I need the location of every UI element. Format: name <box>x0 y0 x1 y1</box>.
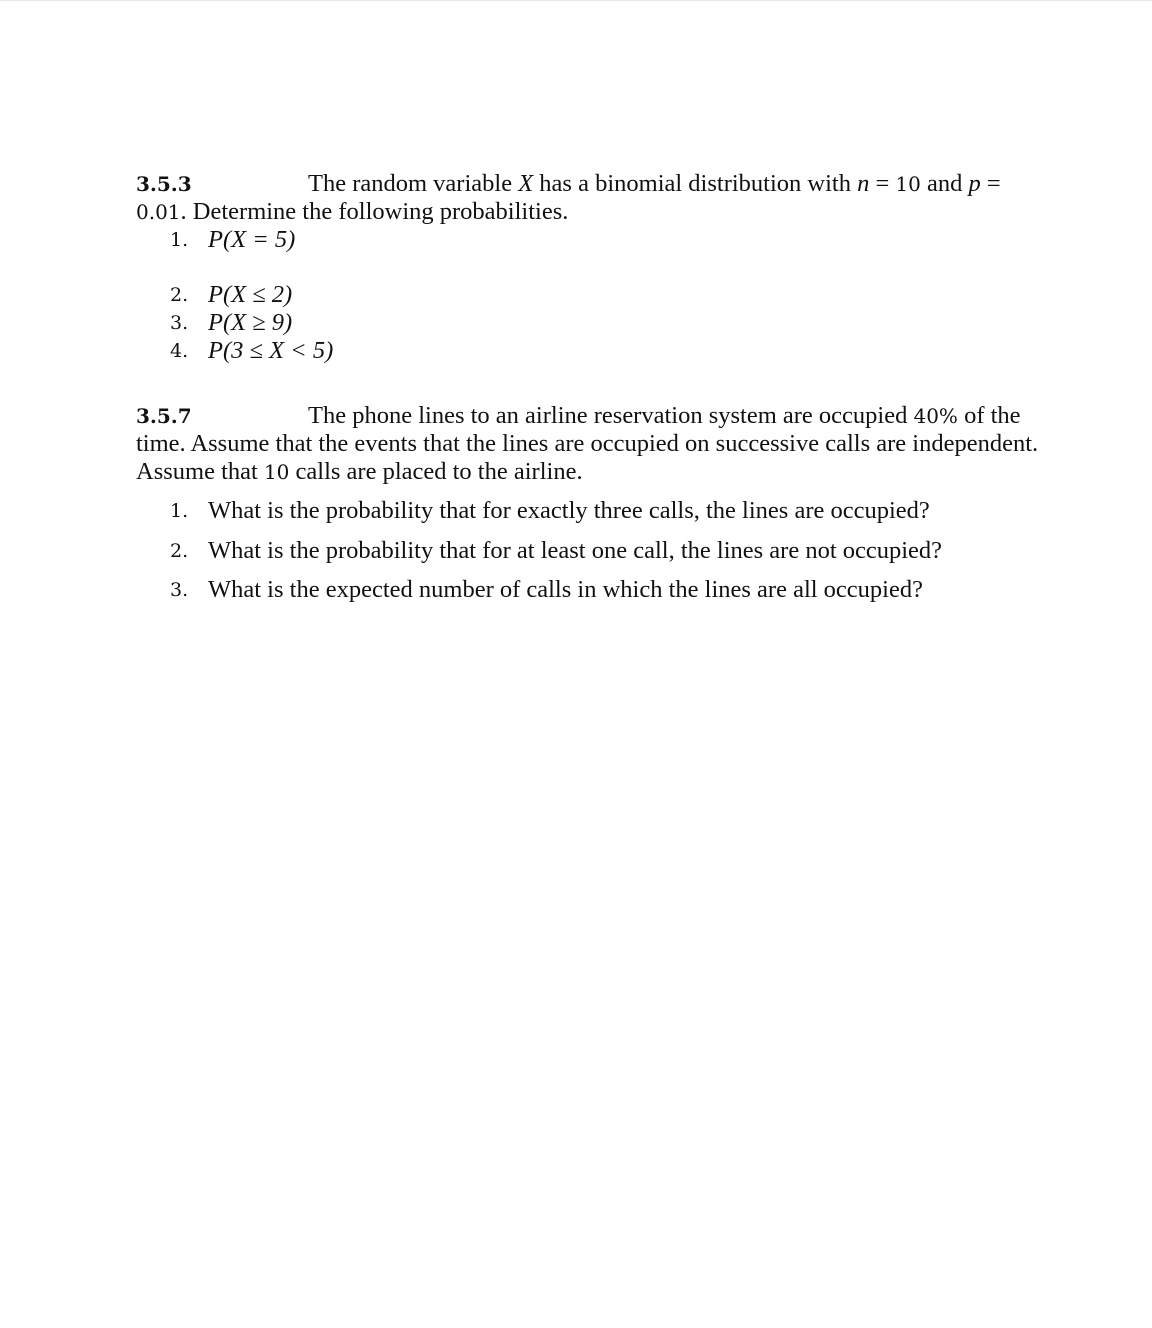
n-value: 10 <box>895 172 921 196</box>
list-marker: 3. <box>170 579 189 601</box>
list-item-text: P(X ≤ 2) <box>208 281 293 308</box>
problem-3-5-3-list <box>136 226 1056 365</box>
variable-x: X <box>518 170 534 197</box>
statement-text: . Determine the following probabilities. <box>180 198 569 225</box>
p-value: 0.01 <box>136 200 181 224</box>
list-item-text: What is the probability that for exactly three calls, the lines are occupied? <box>208 497 930 524</box>
statement-text: The phone lines to an airline reservation system are occupied <box>308 402 914 429</box>
list-marker: 4. <box>170 340 189 362</box>
list-item <box>136 576 1056 604</box>
list-item-text: P(X = 5) <box>208 226 296 253</box>
list-item-text: P(3 ≤ X < 5) <box>208 337 334 364</box>
percent-value: 40% <box>913 404 958 428</box>
problem-3-5-7-list <box>136 497 1056 604</box>
list-item-text: What is the probability that for at least one call, the lines are not occupied? <box>208 536 943 564</box>
list-item <box>136 281 1056 309</box>
list-item <box>136 309 1056 337</box>
list-marker: 1. <box>170 229 189 251</box>
problem-number: 3.5.7 <box>136 404 192 428</box>
list-marker: 3. <box>170 312 189 334</box>
problem-3-5-7-statement <box>136 402 1056 486</box>
variable-p: p <box>968 170 981 197</box>
list-item <box>136 337 1056 365</box>
list-item-text: P(X ≥ 9) <box>208 309 293 336</box>
list-marker: 2. <box>170 284 189 306</box>
page-top-border <box>0 0 1152 1</box>
list-marker: 2. <box>170 539 189 562</box>
list-item <box>136 537 1056 565</box>
statement-text: = <box>980 170 1001 197</box>
list-item <box>136 497 1056 525</box>
variable-n: n <box>857 170 870 197</box>
list-item-text: What is the expected number of calls in which the lines are all occupied? <box>208 576 923 603</box>
list-item <box>136 226 1056 254</box>
statement-text: = <box>869 170 896 197</box>
statement-text: The random variable <box>308 170 519 197</box>
list-marker: 1. <box>170 500 189 522</box>
problem-number: 3.5.3 <box>136 172 192 196</box>
statement-text: and <box>920 170 969 197</box>
problem-3-5-3-statement <box>136 170 1056 226</box>
section-spacer <box>136 365 1056 402</box>
document-page <box>136 170 1056 616</box>
statement-text: calls are placed to the airline. <box>289 458 583 485</box>
statement-text: of the time. Assume that the events that the lines are occupied on successive calls are independent. Assume that <box>136 402 1039 485</box>
statement-text: has a binomial distribution with <box>533 170 858 197</box>
calls-value: 10 <box>263 460 290 484</box>
